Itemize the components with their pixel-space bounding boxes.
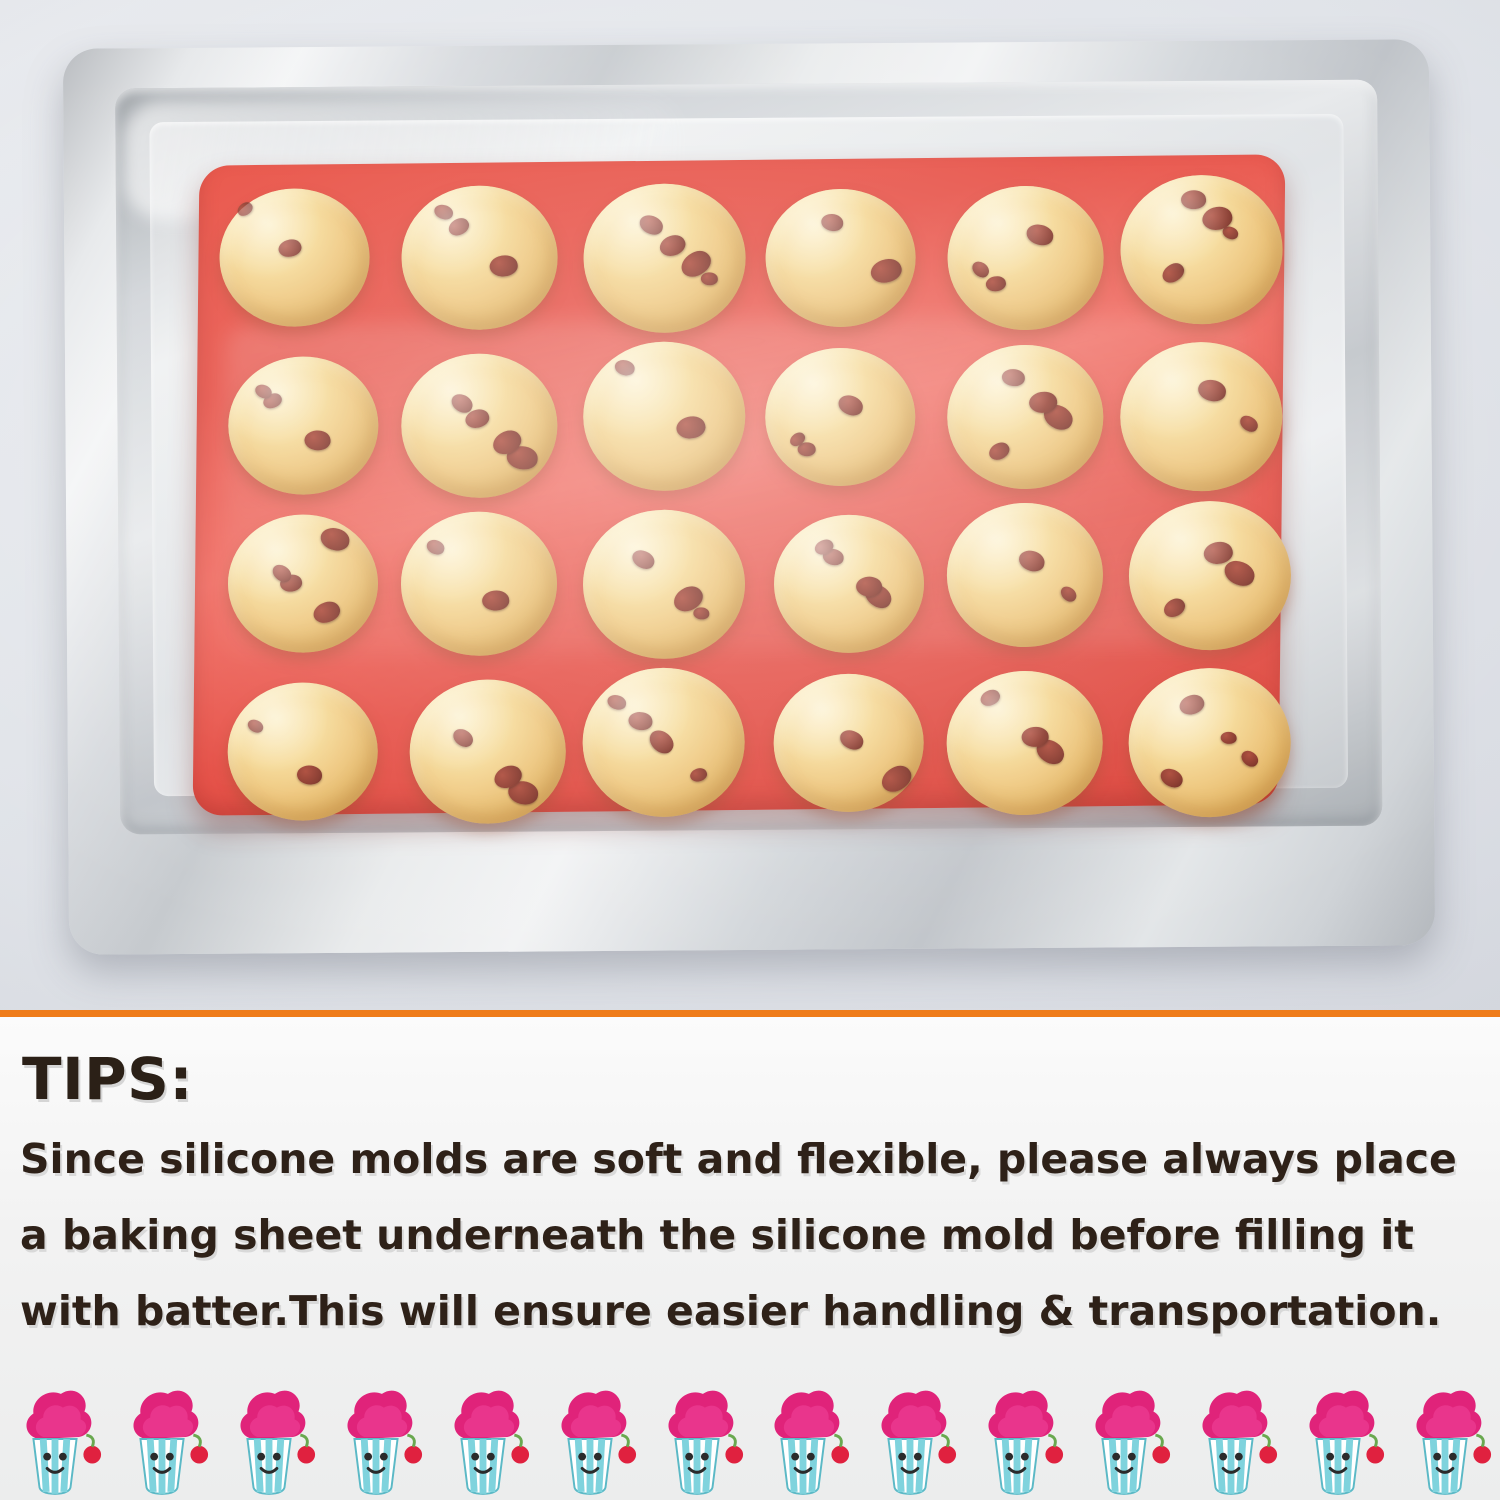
chocolate-chip xyxy=(1157,766,1185,791)
chocolate-chip xyxy=(984,275,1007,294)
chocolate-chip xyxy=(986,439,1012,464)
chocolate-chip xyxy=(1001,370,1024,387)
orange-divider xyxy=(0,1010,1500,1017)
chocolate-chip xyxy=(812,537,835,558)
chocolate-chip xyxy=(628,712,652,731)
chocolate-chip xyxy=(1237,413,1261,435)
chocolate-chip xyxy=(480,589,509,613)
chocolate-chip xyxy=(425,538,446,556)
mini-muffin xyxy=(218,188,369,328)
chocolate-chip xyxy=(1180,189,1207,210)
chocolate-chip xyxy=(1160,594,1187,620)
chocolate-chip xyxy=(877,760,916,797)
chocolate-chip xyxy=(977,686,1002,709)
chocolate-chip xyxy=(1024,223,1054,248)
chocolate-chip xyxy=(820,214,843,232)
chocolate-chip xyxy=(488,426,524,460)
mini-muffin xyxy=(582,341,746,492)
cupcake-icon xyxy=(6,1380,104,1498)
chocolate-chip xyxy=(656,231,688,260)
mini-muffin xyxy=(946,186,1103,331)
chocolate-chip xyxy=(462,406,491,431)
mini-muffin xyxy=(409,679,566,824)
muffin-grid xyxy=(195,156,1288,817)
chocolate-chip xyxy=(700,272,718,286)
mini-muffin xyxy=(1128,500,1292,651)
chocolate-chip xyxy=(507,780,539,805)
chocolate-chip xyxy=(787,429,807,449)
mini-muffin xyxy=(764,347,915,487)
chocolate-chip xyxy=(432,203,454,221)
mini-muffin xyxy=(582,183,746,334)
chocolate-chip xyxy=(310,598,343,628)
chocolate-chip xyxy=(1220,557,1257,590)
chocolate-chip xyxy=(276,237,303,260)
chocolate-chip xyxy=(855,576,882,598)
mini-muffin xyxy=(772,673,923,813)
mini-muffin xyxy=(581,667,745,818)
chocolate-chip xyxy=(296,765,322,784)
cupcake-icon xyxy=(648,1380,746,1498)
chocolate-chip xyxy=(269,562,294,585)
cupcake-icon xyxy=(968,1380,1066,1498)
mini-muffin xyxy=(227,682,378,822)
chocolate-chip xyxy=(636,212,665,237)
chocolate-chip xyxy=(303,429,330,451)
chocolate-chip xyxy=(669,581,706,617)
mini-muffin xyxy=(227,514,378,654)
chocolate-chip xyxy=(1158,259,1187,287)
chocolate-chip xyxy=(1027,389,1058,415)
chocolate-chip xyxy=(1201,539,1234,567)
chocolate-chip xyxy=(1196,379,1226,403)
chocolate-chip xyxy=(506,446,538,471)
mini-muffin xyxy=(400,511,557,656)
chocolate-chip xyxy=(445,215,471,240)
chocolate-chip xyxy=(319,527,351,553)
chocolate-chip xyxy=(688,766,708,784)
chocolate-chip xyxy=(278,572,303,594)
mini-muffin xyxy=(1127,667,1291,818)
mini-muffin xyxy=(945,670,1102,815)
chocolate-chip xyxy=(1199,203,1234,233)
chocolate-chip xyxy=(1040,401,1076,434)
chocolate-chip xyxy=(1016,548,1046,573)
chocolate-chip xyxy=(969,259,991,280)
chocolate-chip xyxy=(448,391,475,415)
chocolate-chip xyxy=(245,717,264,734)
chocolate-chip xyxy=(693,607,709,619)
cupcake-icon xyxy=(1396,1380,1494,1498)
cupcake-icon xyxy=(220,1380,318,1498)
cupcake-icon xyxy=(327,1380,425,1498)
chocolate-chip xyxy=(1058,584,1079,604)
mini-muffin xyxy=(764,188,915,328)
tips-body-text: Since silicone molds are soft and flexible, please always place a baking sheet underneath the silicone mold before filling it with batter.This will ensure easier handling & transportation. xyxy=(20,1135,1457,1335)
mini-muffin xyxy=(400,353,557,498)
chocolate-chip xyxy=(253,382,273,399)
chocolate-chip xyxy=(605,694,627,712)
chocolate-chip xyxy=(613,359,635,377)
chocolate-chip xyxy=(674,414,707,442)
cupcake-icon xyxy=(1289,1380,1387,1498)
chocolate-chip xyxy=(1220,224,1239,240)
chocolate-chip xyxy=(821,548,844,566)
chocolate-chip xyxy=(490,761,525,793)
chocolate-chip xyxy=(1220,732,1236,744)
chocolate-chip xyxy=(1238,748,1260,769)
chocolate-chip xyxy=(1020,725,1049,749)
chocolate-chip xyxy=(645,726,677,757)
mini-muffin xyxy=(1119,174,1283,325)
cupcake-decoration-strip xyxy=(0,1376,1500,1498)
chocolate-chip xyxy=(235,200,255,220)
chocolate-chip xyxy=(837,727,866,752)
chocolate-chip xyxy=(836,392,865,417)
mini-muffin xyxy=(946,503,1103,648)
tips-panel xyxy=(0,1017,1500,1500)
cupcake-icon xyxy=(1075,1380,1173,1498)
chocolate-chip xyxy=(676,245,715,282)
cupcake-icon xyxy=(754,1380,852,1498)
chocolate-chip xyxy=(1032,736,1068,768)
chocolate-chip xyxy=(260,390,283,411)
mini-muffin xyxy=(773,514,924,654)
cupcake-icon xyxy=(861,1380,959,1498)
mini-muffin xyxy=(582,509,746,660)
mini-muffin xyxy=(400,185,557,330)
mini-muffin xyxy=(1119,342,1283,493)
chocolate-chip xyxy=(860,580,895,612)
chocolate-chip xyxy=(1176,691,1206,718)
mini-muffin xyxy=(946,344,1103,489)
chocolate-chip xyxy=(867,255,904,287)
mini-muffin xyxy=(227,356,378,496)
chocolate-chip xyxy=(629,547,657,572)
cupcake-icon xyxy=(541,1380,639,1498)
tips-title: TIPS: xyxy=(22,1045,194,1113)
chocolate-chip xyxy=(796,441,815,456)
cupcake-icon xyxy=(434,1380,532,1498)
chocolate-chip xyxy=(487,254,518,280)
cupcake-icon xyxy=(1182,1380,1280,1498)
cupcake-icon xyxy=(113,1380,211,1498)
chocolate-chip xyxy=(450,726,476,750)
